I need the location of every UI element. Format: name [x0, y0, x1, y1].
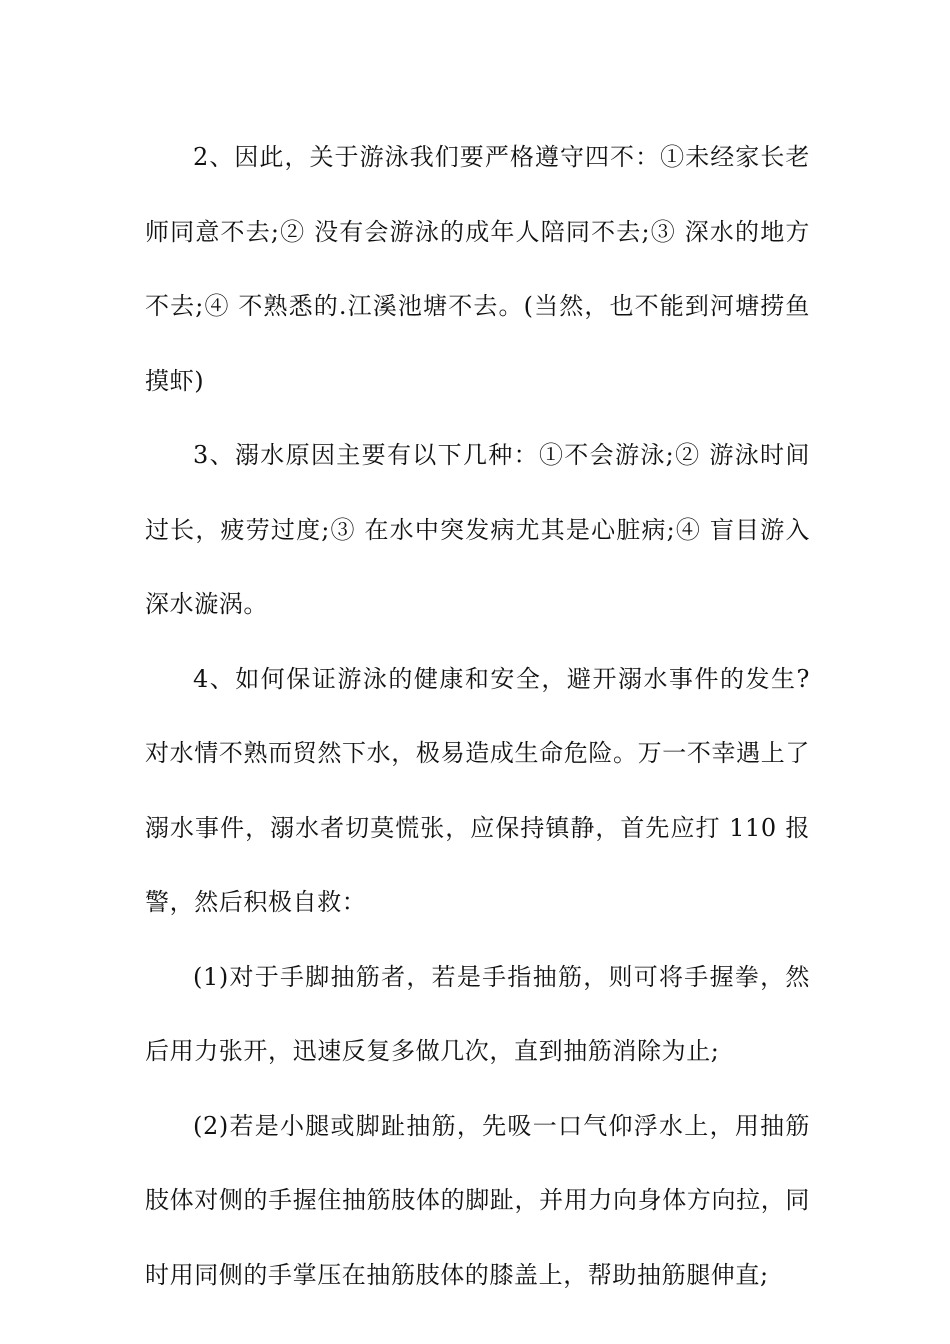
paragraph-leg-cramp: (2)若是小腿或脚趾抽筋，先吸一口气仰浮水上，用抽筋肢体对侧的手握住抽筋肢体的脚趾，并用力向身体方向拉，同时用同侧的手掌压在抽筋肢体的膝盖上，帮助抽筋腿伸直; — [145, 1111, 810, 1289]
paragraph-drowning-causes: 3、溺水原因主要有以下几种：①不会游泳;② 游泳时间过长，疲劳过度;③ 在水中突发病尤其是心脏病;④ 盲目游入深水漩涡。 — [145, 441, 810, 618]
document-body — [145, 120, 810, 1312]
paragraph-hand-cramp: (1)对于手脚抽筋者，若是手指抽筋，则可将手握拳，然后用力张开，迅速反复多做几次，直到抽筋消除为止; — [145, 962, 810, 1065]
paragraph-swimming-rules: 2、因此，关于游泳我们要严格遵守四不：①未经家长老师同意不去;② 没有会游泳的成年人陪同不去;③ 深水的地方不去;④ 不熟悉的.江溪池塘不去。(当然，也不能到河塘捞鱼摸虾) — [145, 143, 810, 395]
paragraph-safety-and-rescue: 4、如何保证游泳的健康和安全，避开溺水事件的发生?对水情不熟而贸然下水，极易造成生命危险。万一不幸遇上了溺水事件，溺水者切莫慌张，应保持镇静，首先应打 110 报警，然后积极自救： — [145, 664, 810, 916]
